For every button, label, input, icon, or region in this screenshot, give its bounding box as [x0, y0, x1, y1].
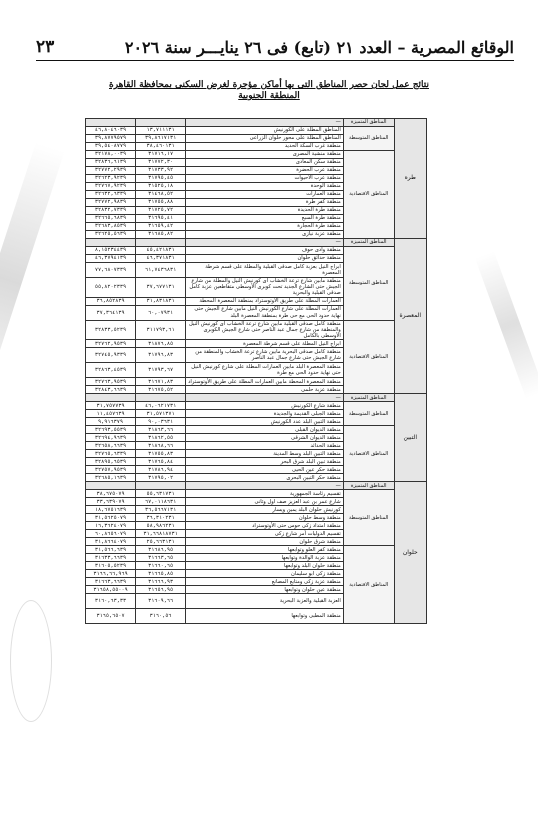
page-header: [36, 34, 514, 61]
table-row: [86, 394, 427, 402]
area-name: منطقة سكن المعادى: [186, 159, 344, 167]
table-title-block: [100, 80, 438, 101]
zone-label: المناطق المتوسطة: [343, 490, 394, 546]
value-cell: [86, 119, 136, 127]
value-cell: ٣٢٦٥٨,٦٦٣٩: [86, 442, 136, 450]
value-cell: ٣١٧٧٢,٣٠: [136, 159, 186, 167]
value-cell: ٣٧,٦٧٧١٣١: [136, 278, 186, 298]
value-cell: ٣١٦٠,٦٣,٣٣: [86, 594, 136, 609]
value-cell: ٣١٦٨٦,٩٥: [136, 546, 186, 554]
value-cell: ٣١٧٩٣,٦٧: [136, 363, 186, 378]
area-name: منطقة عرب الحضرة: [186, 167, 344, 175]
value-cell: ٣١٧٩٥,٤٥: [136, 175, 186, 183]
area-name: منطقة عين حلوان وتوابعها: [186, 586, 344, 594]
value-cell: ٣٢٨٣٢,٧٣٣٩: [86, 207, 136, 215]
value-cell: ٣١٤٦٨,٥٢: [136, 191, 186, 199]
zone-label: المناطق المتوسطة: [343, 402, 394, 426]
area-name: منطقة الحدائد: [186, 442, 344, 450]
table-row: [86, 320, 427, 340]
value-cell: [136, 239, 186, 247]
value-cell: ٩٠,٠٣٦٣١: [136, 418, 186, 426]
value-cell: ٤٦,٨٠٤٦٠٣٩: [86, 127, 136, 135]
value-cell: ٣٢١٧٨,٠٠٣٩: [86, 151, 136, 159]
value-cell: ٣٨,٦٧٥٠٧٩: [86, 490, 136, 498]
value-cell: ٤٦,٠٦٢١٧٣١: [136, 402, 186, 410]
value-cell: ٣٢٦٢٥,٥٦٣٩: [86, 231, 136, 239]
value-cell: ٣١٦٦٣,٦٦٣٩: [86, 578, 136, 586]
value-cell: ٢٥,٦٦٣١٣١: [136, 538, 186, 546]
area-name: منطقة مابين شارع ترعة الخشاب أى كورنيش النيل والمطلة من شارع الجيش حتى الشارع الجديد تحت كوبرى الأوسطى متقاطعين عزبة كامل صدقى القبلية والبحرية: [186, 278, 344, 298]
district-name: المعصرة: [394, 239, 426, 394]
table-row: [86, 402, 427, 410]
area-name: منطقة غرب السكة الحديد: [186, 143, 344, 151]
value-cell: ٣١,٨٦٦٤٠٧٩: [86, 538, 136, 546]
value-cell: ٤٦,٣٧١٨٣١: [136, 255, 186, 263]
value-cell: ٣١٧٢٥,٧٢: [136, 207, 186, 215]
value-cell: ٣١٧٦٥,٨٤: [136, 458, 186, 466]
table-title: نتائج عمل لجان حصر المناطق التى بها أماكن مؤجرة لغرض السكنى بمحافظة القاهرة: [109, 80, 429, 90]
area-name: المناطق المطلة على محور حلوان الزراعى: [186, 135, 344, 143]
area-name: منطقة كفر طرة: [186, 199, 344, 207]
area-name: العمارات المطلة على طريق الأوتوستراد بمنطقة المعصرة المحطة: [186, 297, 344, 305]
zones-table: [85, 118, 427, 624]
area-name: منطقة امتداد زكى حوس حتى الأوتوستراد: [186, 522, 344, 530]
area-name: منطقة كامل صدقى البحرية مابين شارع ترعة الخشاب والمنطقة من شارع الجيش حتى شارع جمال عبد الناصر: [186, 348, 344, 363]
zone-label: المناطق المتميزة: [343, 482, 394, 490]
area-name: منطقة الديوان الشرقى: [186, 434, 344, 442]
value-cell: ٣١٦٥٨,٥٥٠٠٩: [86, 586, 136, 594]
zone-label: المناطق المتميزة: [343, 119, 394, 127]
area-name: منطقة طرة الحديدة: [186, 207, 344, 215]
value-cell: ٣٢٨٤٣,٦٦٣٩: [86, 386, 136, 394]
value-cell: ٣١١٧٩٣,٦١: [136, 320, 186, 340]
area-name: منطقة الجبلى القديمة والجديدة: [186, 410, 344, 418]
area-name: منطقة التبين البلد وسط المدينة: [186, 450, 344, 458]
value-cell: ٣٢٦٩٣,٥٥٣٩: [86, 426, 136, 434]
area-name: العزبة القبلية والعزبة البحرية: [186, 594, 344, 609]
value-cell: ٣١٦٣٣,٦٦٣٩: [86, 554, 136, 562]
value-cell: ٥٥,٦٣١٧٣١: [136, 490, 186, 498]
zone-label: المناطق المتميزة: [343, 239, 394, 247]
value-cell: [136, 394, 186, 402]
area-name: منطقة الوحدة: [186, 183, 344, 191]
value-cell: ٣١,٨٣١٨٣١: [136, 297, 186, 305]
watermark-stripe: [0, 142, 65, 418]
table-row: [86, 426, 427, 434]
value-cell: ٣٢٦٣٢,٦٣٣٩: [86, 191, 136, 199]
value-cell: ٦٧,٠١١٨٦٣١: [136, 498, 186, 506]
area-name: —: [186, 239, 344, 247]
value-cell: ٦٠,٨٦٥٦٠٧٩: [86, 530, 136, 538]
value-cell: ٣١٨٦٨,٦٦: [136, 442, 186, 450]
zone-label: المناطق المتوسطة: [343, 127, 394, 151]
value-cell: ٣١٨٦٢,٥٥: [136, 434, 186, 442]
value-cell: ٨,١٥٢٣٤٤٣٩: [86, 247, 136, 255]
value-cell: ٣١٦٧٥,٥٢: [136, 386, 186, 394]
table-row: [86, 490, 427, 498]
value-cell: [86, 394, 136, 402]
area-name: العمارات المطلة على شارع الكورنيش النيل مابين شارع الجيش حتى نهاية حدود الحى مع حى طرة بمنطقة المعصرة البلد: [186, 305, 344, 320]
value-cell: ٣١٦٥٦,٩٥: [136, 586, 186, 594]
area-name: كورنيش حلوان البلد يمين ويسار: [186, 506, 344, 514]
value-cell: ٣١٦٨٥,٨٢: [136, 231, 186, 239]
value-cell: ٣١,٧٥٧٧٣٩: [86, 402, 136, 410]
value-cell: ٣٢٨٣٣,٥٢٣٩: [86, 320, 136, 340]
area-name: ابراج النيل بعزبة كامل صدقى القبلية والمطلة على قسم شرطة المعصرة: [186, 263, 344, 278]
value-cell: ٣١٧٥٥,٨٣: [136, 450, 186, 458]
area-name: منطقة شرق حلوان: [186, 538, 344, 546]
value-cell: ٣١٧٥٥,٨٨: [136, 199, 186, 207]
value-cell: ٣١٨٧٦,٨٥: [136, 340, 186, 348]
value-cell: ٤٥,٤٢١٨٣١: [136, 247, 186, 255]
value-cell: ١٨,٦٧٥١٦٣٩: [86, 506, 136, 514]
value-cell: ٣٢٧٧٢,٢٩٣٩: [86, 167, 136, 175]
zone-label: المناطق الاقتصادية: [343, 320, 394, 394]
value-cell: ٣١,٦٦٨١٨٧٣١: [136, 530, 186, 538]
value-cell: ٣٢٦٨٥,١٦٣٩: [86, 474, 136, 482]
value-cell: ٣٢٧٤٥,٩٣٣٩: [86, 348, 136, 363]
value-cell: ٣١٧٩٦,٨٣: [136, 348, 186, 363]
table-row: [86, 546, 427, 554]
value-cell: ٣١٧٩٥,٠٢: [136, 474, 186, 482]
area-name: المناطق المطلة على الكورنيش: [186, 127, 344, 135]
value-cell: ٣١٦٦٦,٩٣: [136, 578, 186, 586]
value-cell: ٣٩,٥٤٠٨٧٧٩: [86, 143, 136, 151]
zone-label: المناطق المتميزة: [343, 394, 394, 402]
value-cell: ١٦,٣٦٢٤٠٧٩: [86, 522, 136, 530]
area-name: منطقة زكى ابو سليمان: [186, 570, 344, 578]
area-name: منطقة المعصرة البلد مابين العمارات المطلة على شارع كورنيش النيل حتى نهاية حدود الحى مع طرة: [186, 363, 344, 378]
district-name: طره: [394, 119, 426, 239]
value-cell: ٣١٦٠,٥٦: [136, 609, 186, 624]
value-cell: ٣١٦٦٥,٨٥: [136, 570, 186, 578]
area-name: منطقة المطبى وتوابعها: [186, 609, 344, 624]
district-name: التبين: [394, 394, 426, 482]
table-row: [86, 119, 427, 127]
zone-label: المناطق الاقتصادية: [343, 426, 394, 482]
value-cell: ٥٥,٨٢٠٢٣٣٩: [86, 278, 136, 298]
value-cell: ٧٧,٦٨٠٧٣٣٩: [86, 263, 136, 278]
value-cell: ٤٦,٣٧٩٤١٣٩: [86, 255, 136, 263]
value-cell: ١٣,٧١١١٣١: [136, 127, 186, 135]
value-cell: ٣٢٧٦٥,٦٣٣٩: [86, 450, 136, 458]
value-cell: ٣٩,٨٦١٧١٣١: [136, 135, 186, 143]
value-cell: ٣٢٧٧٢,٩٨٣٩: [86, 199, 136, 207]
area-name: منطقة حكر عين الحيى: [186, 466, 344, 474]
value-cell: ٣٢٦٨٣,٨٥٣٩: [86, 223, 136, 231]
value-cell: ٣١,٥٦٦,٦٣٩: [86, 546, 136, 554]
area-name: منطقة وادى حوف: [186, 247, 344, 255]
value-cell: ٣٢٧٦٧,٩٢٣٩: [86, 183, 136, 191]
area-name: منطقة حلوان البلد وتوابعها: [186, 562, 344, 570]
area-name: منطقة عزبة حلمى: [186, 386, 344, 394]
value-cell: ٣٦,٨٥٢٨٣٩: [86, 297, 136, 305]
page-number: ٢٣: [36, 37, 55, 57]
watermark-stripe: [475, 251, 538, 399]
area-name: منطقة كامل صدقى القبلية مابين شارع ترعة الخشاب أى كورنيش النيل والمنطقة من شارع جمال عبد الناصر حتى شارع الجيش الكوبرى الأوسطى بالكامل: [186, 320, 344, 340]
area-name: منطقة التبين البلد عدد الكورنيش: [186, 418, 344, 426]
area-name: منطقة الديوان القبلى: [186, 426, 344, 434]
area-name: منطقة حدائق حلوان: [186, 255, 344, 263]
area-name: منطقة عزبة الوالدة وتوابعها: [186, 554, 344, 562]
value-cell: ٣١,٥٧١٣٧١: [136, 410, 186, 418]
value-cell: ٣١٦٦٠,٦٥: [136, 562, 186, 570]
value-cell: ٣١٦٠٥,٥٢٣٩: [86, 562, 136, 570]
area-name: شارع عمر بن عبد العزيز صف اول وثانى: [186, 498, 344, 506]
area-name: منطقة تبين البلد شرق البحر: [186, 458, 344, 466]
area-name: —: [186, 482, 344, 490]
area-name: منطقة المعصرة المحطة مابين العمارات المطلة على طريق الأوتوستراد: [186, 378, 344, 386]
area-name: —: [186, 394, 344, 402]
value-cell: ٣٢٧٥٧,٩٥٣٩: [86, 466, 136, 474]
value-cell: ٦١,٧٤٣٦٨٣١: [136, 263, 186, 278]
area-name: منطقة حكر التبين البحرى: [186, 474, 344, 482]
publication-title: الوقائع المصرية – العدد ٢١ (تابع) فى ٢٦ ينايـــر سنة ٢٠٢٦: [124, 37, 514, 57]
value-cell: ٣١٦٥٩,٤٢: [136, 223, 186, 231]
value-cell: ٣١٦٦٣,٦٥: [136, 554, 186, 562]
table-row: [86, 247, 427, 255]
value-cell: ٣٢٧٦٢,٩٥٣٩: [86, 340, 136, 348]
zone-label: المناطق المتوسطة: [343, 247, 394, 321]
value-cell: ٣١٥٢٥,١٨: [136, 183, 186, 191]
value-cell: ٣١٧٣٣,٩٢: [136, 167, 186, 175]
watermark-seal: [10, 600, 52, 722]
area-name: منطقة عزبة زكى ومتابع المصانع: [186, 578, 344, 586]
area-name: منطقة طرة الحجارة: [186, 223, 344, 231]
table-subtitle: المنطقة الجنوبية: [238, 91, 300, 101]
value-cell: ١١,٤٥٧٦٣٩: [86, 410, 136, 418]
value-cell: ٣٢٧٦٣,٩٥٣٩: [86, 378, 136, 386]
table-row: [86, 151, 427, 159]
value-cell: ٣١٦٩٥,٤١: [136, 215, 186, 223]
area-name: تقسيم رئاسة الجمهورية: [186, 490, 344, 498]
value-cell: ٣١٦٧١,٨٣: [136, 378, 186, 386]
district-name: حلوان: [394, 482, 426, 624]
area-name: منطقة طرة السبع: [186, 215, 344, 223]
area-name: منطقة منشية المصرى: [186, 151, 344, 159]
value-cell: [86, 482, 136, 490]
value-cell: ٣٣,٦٣٩٠٧٩: [86, 498, 136, 506]
area-name: منطقة العمارات: [186, 191, 344, 199]
area-name: منطقة عرب الأحيوات: [186, 175, 344, 183]
area-name: منطقة وسط حلوان: [186, 514, 344, 522]
value-cell: [136, 119, 186, 127]
area-name: —: [186, 119, 344, 127]
value-cell: ٥٨,٩٨٦٢٣١: [136, 522, 186, 530]
value-cell: ٣٩,٨٧٧٩٥٧٩: [86, 135, 136, 143]
value-cell: ٣١٨٦٣,٦٦: [136, 426, 186, 434]
value-cell: ٣٦,٣١٠٢٣١: [136, 514, 186, 522]
table-row: [86, 482, 427, 490]
value-cell: ٣٢٨٦٣,٤٥٣٩: [86, 363, 136, 378]
value-cell: ٣١٧٨٦,٩٤: [136, 466, 186, 474]
value-cell: ٣٨,٤٦٠١٣١: [136, 143, 186, 151]
value-cell: ٣١٦٥,٦٥٠٧: [86, 609, 136, 624]
value-cell: ٣٢٦٩٤,٩٦٣٩: [86, 434, 136, 442]
area-name: تقسيم الدوليات أمر شارع زكى: [186, 530, 344, 538]
value-cell: ٦٠,٠٧٩٣١: [136, 305, 186, 320]
value-cell: [136, 482, 186, 490]
table-row: [86, 127, 427, 135]
value-cell: ٣٢٦٦٥,٦٨٣٩: [86, 215, 136, 223]
area-name: ابراج النيل المطلة على قسم شرطة المعصرة: [186, 340, 344, 348]
area-name: منطقة عزبة نيازى: [186, 231, 344, 239]
value-cell: ٣٢٦٢٣,٩٢٣٩: [86, 175, 136, 183]
area-name: منطقة كفر العلو وتوابعها: [186, 546, 344, 554]
zone-label: المناطق الاقتصادية: [343, 546, 394, 624]
value-cell: ٣٢٨٣٦,٦١٣٩: [86, 159, 136, 167]
value-cell: [86, 239, 136, 247]
value-cell: ٣١٧١٦,١٧: [136, 151, 186, 159]
value-cell: ٩,٩١٦٣٧٩: [86, 418, 136, 426]
zones-table-body: [86, 119, 427, 624]
table-row: [86, 239, 427, 247]
area-name: منطقة شارع الكورنيش: [186, 402, 344, 410]
value-cell: ٣١٦٠٩,٦٦: [136, 594, 186, 609]
value-cell: ٣٧,٣٦٤١٣٩: [86, 305, 136, 320]
zone-label: المناطق الاقتصادية: [343, 151, 394, 239]
value-cell: ٣١٦٦,٦٦,٩٦٩: [86, 570, 136, 578]
value-cell: ٣٦,٥٦٦٧١٣١: [136, 506, 186, 514]
value-cell: ٣٢٨٩٥,٦٥٣٩: [86, 458, 136, 466]
value-cell: ٣١,٥٦٢٥٠٧٩: [86, 514, 136, 522]
